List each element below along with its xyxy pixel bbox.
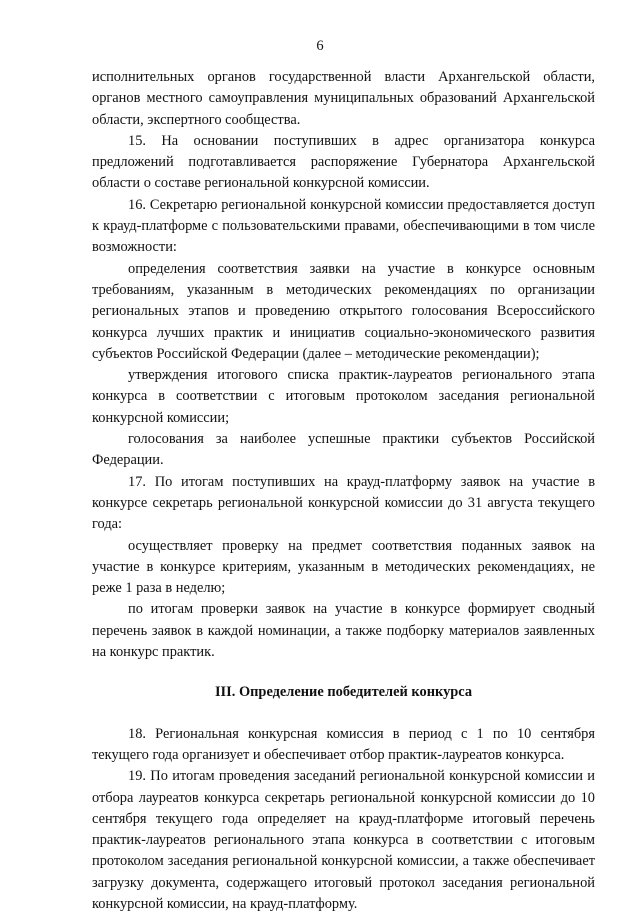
paragraph: 16. Секретарю региональной конкурсной комиссии предоставляется доступ к крауд-платформе с пользовательскими правами, обеспечивающими в том числе возможности:	[92, 196, 595, 256]
paragraph: определения соответствия заявки на участие в конкурсе основным требованиям, указанным в методических рекомендациях по организации региональных этапов и проведению открытого голосования Всероссийского конкурса лучших практик и инициатив социально-экономического развития субъектов Российской Федерации (далее – методические рекомендации);	[92, 260, 595, 362]
paragraph: 19. По итогам проведения заседаний региональной конкурсной комиссии и отбора лауреатов конкурса секретарь региональной конкурсной комиссии до 10 сентября текущего года определяет на крауд-платформе итоговый перечень практик-лауреатов регионального этапа конкурса в соответствии с итоговым протоколом заседания региональной конкурсной комиссии, а также обеспечивает загрузку документа, содержащего итоговый протокол заседания региональной конкурсной комиссии, на крауд-платформу.	[92, 768, 595, 912]
paragraph: исполнительных органов государственной власти Архангельской области, органов местного самоуправления муниципальных образований Архангельской области, экспертного сообщества.	[92, 69, 595, 128]
paragraph: 17. По итогам поступивших на крауд-платформу заявок на участие в конкурсе секретарь региональной конкурсной комиссии до 31 августа текущего года:	[92, 473, 595, 533]
paragraph: осуществляет проверку на предмет соответствия поданных заявок на участие в конкурсе критериям, указанным в методических рекомендациях, не реже 1 раза в неделю;	[92, 537, 595, 597]
section-heading: III. Определение победителей конкурса	[214, 684, 473, 701]
document-body	[92, 67, 595, 915]
page-number: 6	[316, 38, 324, 54]
paragraph: утверждения итогового списка практик-лауреатов регионального этапа конкурса в соответствии с итоговым протоколом заседания региональной конкурсной комиссии;	[92, 367, 595, 426]
paragraphs-before-section	[92, 67, 595, 663]
paragraph: по итогам проверки заявок на участие в конкурсе формирует сводный перечень заявок в каждой номинации, а также подборку материалов заявленных на конкурс практик.	[92, 601, 595, 661]
paragraph: голосования за наиболее успешные практики субъектов Российской Федерации.	[92, 431, 595, 469]
paragraph: 15. На основании поступивших в адрес организатора конкурса предложений подготавливается распоряжение Губернатора Архангельской области о составе региональной конкурсной комиссии.	[92, 132, 595, 192]
paragraph: 18. Региональная конкурсная комиссия в период с 1 по 10 сентября текущего года организует и обеспечивает отбор практик-лауреатов конкурса.	[92, 725, 595, 763]
paragraphs-after-section	[92, 724, 595, 915]
